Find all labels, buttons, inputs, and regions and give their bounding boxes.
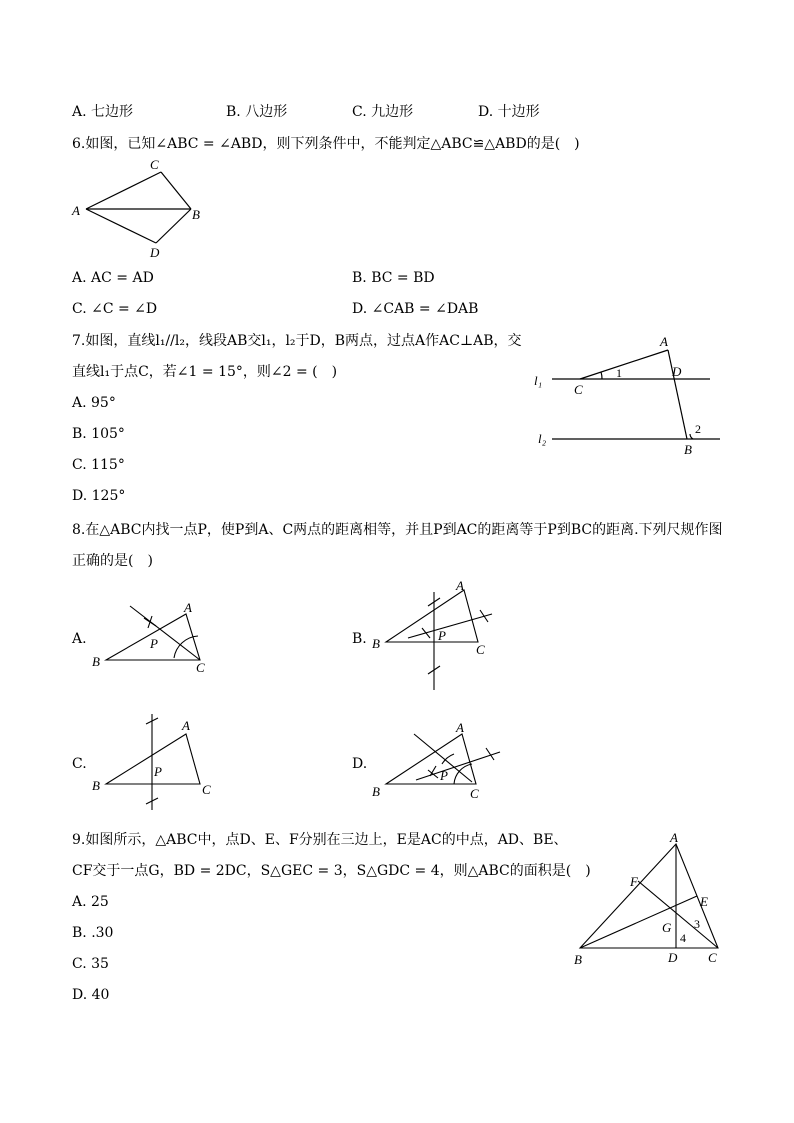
q8a-label-c: C <box>196 660 205 675</box>
q8a-label-b: B <box>92 654 100 669</box>
q7-label-c: C <box>574 382 583 397</box>
q8-stem-line2: 正确的是( ) <box>72 553 153 569</box>
q8c-label-c: C <box>202 782 211 797</box>
q6-label-b: B <box>192 207 200 222</box>
q7-angle-2-label: 2 <box>695 422 701 436</box>
q8-option-d-letter: D. <box>352 756 368 772</box>
q8-option-b-letter: B. <box>352 631 367 647</box>
q6-stem: 6.如图，已知∠ABC = ∠ABD，则下列条件中，不能判定△ABC≌△ABD的是( ) <box>72 136 580 152</box>
q6-label-a: A <box>72 203 80 218</box>
q6-figure <box>66 155 206 260</box>
q9-label-c: C <box>708 950 717 965</box>
q9-option-b: B. .30 <box>72 925 114 941</box>
q8b-label-a: A <box>456 578 464 593</box>
q9-option-d: D. 40 <box>72 987 110 1003</box>
q7-figure <box>530 330 730 460</box>
q8d-label-a: A <box>456 720 464 735</box>
q9-figure <box>570 830 730 970</box>
q8d-label-p: P <box>440 768 448 783</box>
q8d-label-c: C <box>470 786 479 801</box>
q9-stem-line1: 9.如图所示，△ABC中，点D、E、F分别在三边上，E是AC的中点，AD、BE、 <box>72 832 568 848</box>
q9-area-4-label: 4 <box>680 931 686 945</box>
q8-option-a-figure <box>88 598 218 678</box>
q7-option-a: A. 95° <box>72 395 116 411</box>
q8b-label-b: B <box>372 636 380 651</box>
q9-label-g: G <box>662 920 672 935</box>
q8-option-a-letter: A. <box>72 631 87 647</box>
q5-option-d: D. 十边形 <box>478 104 540 120</box>
q6-option-b: B. BC = BD <box>352 270 435 286</box>
q8-option-c-letter: C. <box>72 756 87 772</box>
q6-label-d: D <box>150 245 160 260</box>
q7-label-a: A <box>660 334 668 349</box>
q7-angle-1-label: 1 <box>616 366 622 380</box>
q7-label-l1: l₁ <box>534 373 543 388</box>
q9-label-f: F <box>630 874 638 889</box>
q7-stem-line2: 直线l₁于点C，若∠1 = 15°，则∠2 = ( ) <box>72 364 338 380</box>
q7-option-c: C. 115° <box>72 457 125 473</box>
q8c-label-b: B <box>92 778 100 793</box>
q6-option-c: C. ∠C = ∠D <box>72 301 158 317</box>
q9-option-a: A. 25 <box>72 894 109 910</box>
q6-option-a: A. AC = AD <box>72 270 154 286</box>
q9-stem-line2: CF交于一点G，BD = 2DC，S△GEC = 3，S△GDC = 4，则△ABC的面积是( ) <box>72 863 591 879</box>
q5-option-b: B. 八边形 <box>226 104 288 120</box>
q8-stem-line1: 8.在△ABC内找一点P，使P到A、C两点的距离相等，并且P到AC的距离等于P到BC的距离.下列尺规作图 <box>72 522 723 538</box>
q9-label-d: D <box>668 950 678 965</box>
q9-label-b: B <box>574 952 582 967</box>
q9-label-a: A <box>670 830 678 845</box>
q5-option-a: A. 七边形 <box>72 104 134 120</box>
q8c-label-p: P <box>154 764 162 779</box>
q8a-label-p: P <box>150 636 158 651</box>
q7-option-b: B. 105° <box>72 426 125 442</box>
q7-label-b: B <box>684 442 692 457</box>
q6-option-d: D. ∠CAB = ∠DAB <box>352 301 479 317</box>
q6-label-c: C <box>150 157 159 172</box>
q7-label-d: D <box>672 364 682 379</box>
q8-option-d-figure <box>368 716 508 808</box>
q8b-label-p: P <box>438 628 446 643</box>
q8a-label-a: A <box>184 600 192 615</box>
q8-option-c-figure <box>88 708 218 812</box>
q8c-label-a: A <box>182 718 190 733</box>
q7-stem-line1: 7.如图，直线l₁//l₂，线段AB交l₁，l₂于D，B两点，过点A作AC⊥AB，交 <box>72 333 522 349</box>
q9-area-3-label: 3 <box>694 917 700 931</box>
q8-option-b-figure <box>368 578 508 694</box>
q9-option-c: C. 35 <box>72 956 109 972</box>
q7-option-d: D. 125° <box>72 488 126 504</box>
q5-option-c: C. 九边形 <box>352 104 414 120</box>
q7-label-l2: l₂ <box>538 431 547 446</box>
q9-label-e: E <box>700 894 708 909</box>
q8d-label-b: B <box>372 784 380 799</box>
q8b-label-c: C <box>476 642 485 657</box>
